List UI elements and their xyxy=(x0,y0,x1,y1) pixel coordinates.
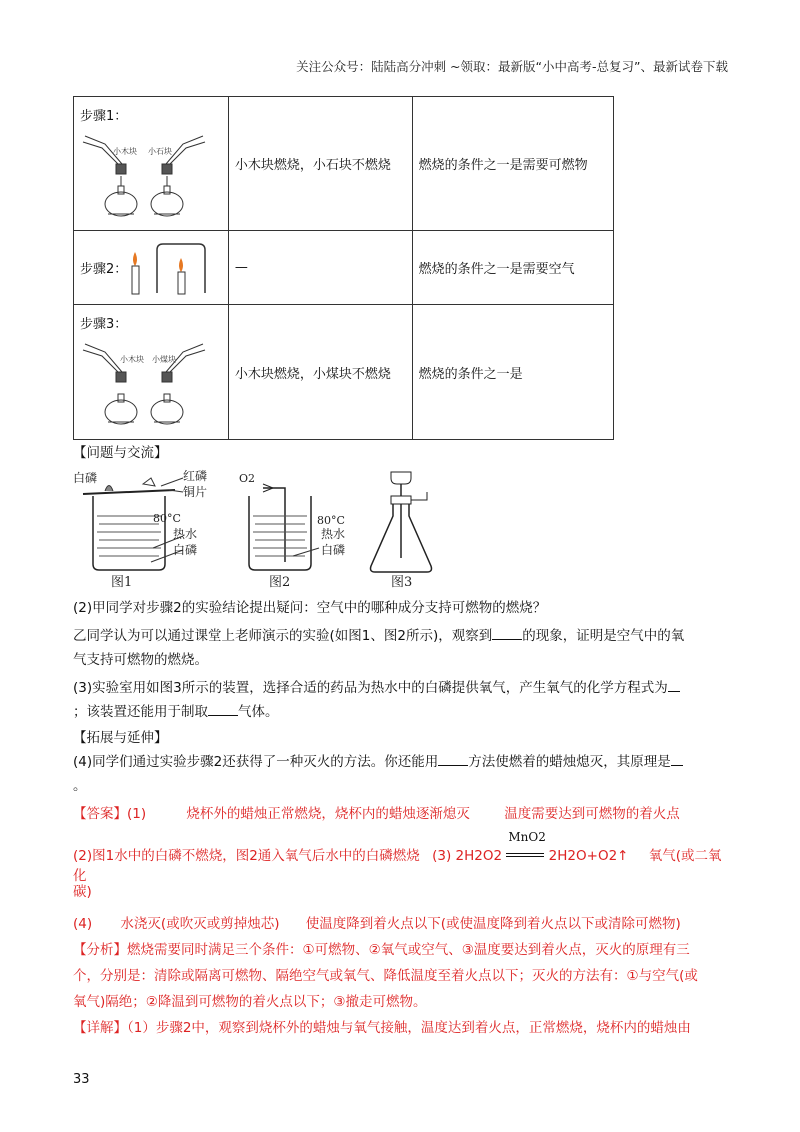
fig2-label-whitep: 白磷 xyxy=(321,543,346,557)
answer-a3-gas: 氧气(或二氧化 xyxy=(73,848,722,884)
analysis-line2: 个，分别是：清除或隔离可燃物、隔绝空气或氧气、降低温度至着火点以下；灭火的方法有：①与空气(或 xyxy=(73,968,698,984)
fig1-caption: 图1 xyxy=(111,575,133,590)
answer-tag: 【答案】 xyxy=(73,806,127,822)
q2-line2 xyxy=(73,626,728,646)
step2-conclusion: 燃烧的条件之一是需要空气 xyxy=(412,231,613,305)
q2-text-b: 的现象，证明是空气中的氧 xyxy=(522,628,685,644)
answer-line1 xyxy=(73,804,728,824)
answer-a3-num: (3) xyxy=(432,848,452,864)
step1-label: 步骤1： xyxy=(80,109,128,124)
q4-text-b: 方法使燃着的蜡烛熄灭，其原理是 xyxy=(468,754,671,770)
fig2-label-temp: 80°C xyxy=(317,514,345,527)
analysis-tag: 【分析】 xyxy=(73,942,127,958)
figure-1 xyxy=(73,468,207,590)
section-extend: 【拓展与延伸】 xyxy=(73,730,168,746)
page-number: 33 xyxy=(73,1072,90,1087)
q3-line1 xyxy=(73,678,728,698)
answer-line3: 碳) xyxy=(73,884,92,900)
step2-cell xyxy=(74,231,229,305)
answer-line2 xyxy=(73,830,728,886)
fig1-label-temp: 80°C xyxy=(153,512,181,525)
step2-label: 步骤2： xyxy=(80,262,128,277)
step2-phenomenon: — xyxy=(228,231,412,305)
experiment-table xyxy=(73,96,614,440)
figures-row xyxy=(73,466,433,592)
step1-label-wood: 小木块 xyxy=(113,147,137,156)
analysis-line3: 氧气)隔绝；②降温到可燃物的着火点以下；③撤走可燃物。 xyxy=(73,994,427,1010)
fig1-label-whitep2: 白磷 xyxy=(173,543,198,557)
step3-label: 步骤3： xyxy=(80,317,128,332)
q3-line2 xyxy=(73,702,728,722)
answer-a3-lhs: 2H2O2 xyxy=(455,848,503,864)
table-row xyxy=(74,231,614,305)
q2-line3: 气支持可燃物的燃烧。 xyxy=(73,652,208,668)
answer-a4-num: (4) xyxy=(73,916,93,932)
answer-a4-1: 水浇灭(或吹灭或剪掉烛芯) xyxy=(120,916,280,932)
detail-text1: （1）步骤2中，观察到烧杯外的蜡烛与氧气接触，温度达到着火点，正常燃烧，烧杯内的蜡烛由 xyxy=(127,1020,691,1036)
answer-a1-num: (1) xyxy=(127,806,147,822)
figure-3 xyxy=(371,472,432,590)
fig1-label-water: 热水 xyxy=(173,527,198,541)
page-header: 关注公众号：陆陆高分冲刺 ~领取：最新版“小中高考-总复习”、最新试卷下载 xyxy=(296,59,728,74)
fig3-caption: 图3 xyxy=(391,575,413,590)
step3-figure xyxy=(80,332,208,432)
fig1-label-copper: 铜片 xyxy=(183,485,208,499)
step1-conclusion: 燃烧的条件之一是需要可燃物 xyxy=(412,97,613,231)
experiment-table-wrap xyxy=(73,96,723,440)
fig2-label-water: 热水 xyxy=(321,527,346,541)
q4-blank-method[interactable] xyxy=(438,753,468,766)
table-row xyxy=(74,97,614,231)
section-discuss: 【问题与交流】 xyxy=(73,445,168,461)
q3-text-a: ；该装置还能用于制取 xyxy=(73,704,208,720)
detail-tag: 【详解】 xyxy=(73,1020,127,1036)
q4-blank-principle[interactable] xyxy=(671,753,683,766)
step3-cell xyxy=(74,305,229,440)
step1-figure xyxy=(80,124,208,224)
q3-blank-equation[interactable] xyxy=(668,679,680,692)
step2-figure xyxy=(127,238,212,298)
step1-cell xyxy=(74,97,229,231)
q2-line1: (2)甲同学对步骤2的实验结论提出疑问：空气中的哪种成分支持可燃物的燃烧？ xyxy=(73,600,547,616)
q4-text-a: (4)同学们通过实验步骤2还获得了一种灭火的方法。你还能用 xyxy=(73,754,439,770)
step3-phenomenon: 小木块燃烧，小煤块不燃烧 xyxy=(228,305,412,440)
fig2-label-o2: O2 xyxy=(239,472,256,485)
fig1-label-whitep: 白磷 xyxy=(73,471,98,485)
answer-a4-2: 使温度降到着火点以下(或使温度降到着火点以下或清除可燃物) xyxy=(305,916,681,932)
analysis-line1 xyxy=(73,940,728,960)
answer-a1-1: 烧杯外的蜡烛正常燃烧，烧杯内的蜡烛逐渐熄灭 xyxy=(186,806,470,822)
q3-text-b: 气体。 xyxy=(238,704,279,720)
detail-line1 xyxy=(73,1018,728,1038)
answer-a3-rhs: 2H2O+O2↑ xyxy=(548,848,629,864)
q4-line1 xyxy=(73,752,728,772)
answer-a2: (2)图1水中的白磷不燃烧，图2通入氧气后水中的白磷燃烧 xyxy=(73,848,420,864)
analysis-text1: 燃烧需要同时满足三个条件：①可燃物、②氧气或空气、③温度要达到着火点，灭火的原理有三 xyxy=(127,942,690,958)
reaction-arrow xyxy=(506,830,546,863)
q3-blank-gas[interactable] xyxy=(208,703,238,716)
answer-a1-2: 温度需要达到可燃物的着火点 xyxy=(504,806,680,822)
step3-label-wood: 小木块 xyxy=(120,355,144,364)
q3-text: (3)实验室用如图3所示的装置，选择合适的药品为热水中的白磷提供氧气，产生氧气的化学方程式为 xyxy=(73,680,668,696)
q4-line2: 。 xyxy=(73,778,87,794)
table-row xyxy=(74,305,614,440)
step1-label-stone: 小石块 xyxy=(148,147,172,156)
step1-phenomenon: 小木块燃烧，小石块不燃烧 xyxy=(228,97,412,231)
q2-text-a: 乙同学认为可以通过课堂上老师演示的实验(如图1、图2所示)，观察到 xyxy=(73,628,493,644)
step3-conclusion: 燃烧的条件之一是 xyxy=(412,305,613,440)
fig1-label-redp: 红磷 xyxy=(183,469,208,483)
answer-a3-catalyst: MnO2 xyxy=(508,830,546,844)
q2-blank[interactable] xyxy=(492,627,522,640)
step3-label-coal: 小煤块 xyxy=(152,355,176,364)
fig2-caption: 图2 xyxy=(269,575,291,590)
answer-line4 xyxy=(73,914,728,934)
figure-2 xyxy=(239,472,345,590)
